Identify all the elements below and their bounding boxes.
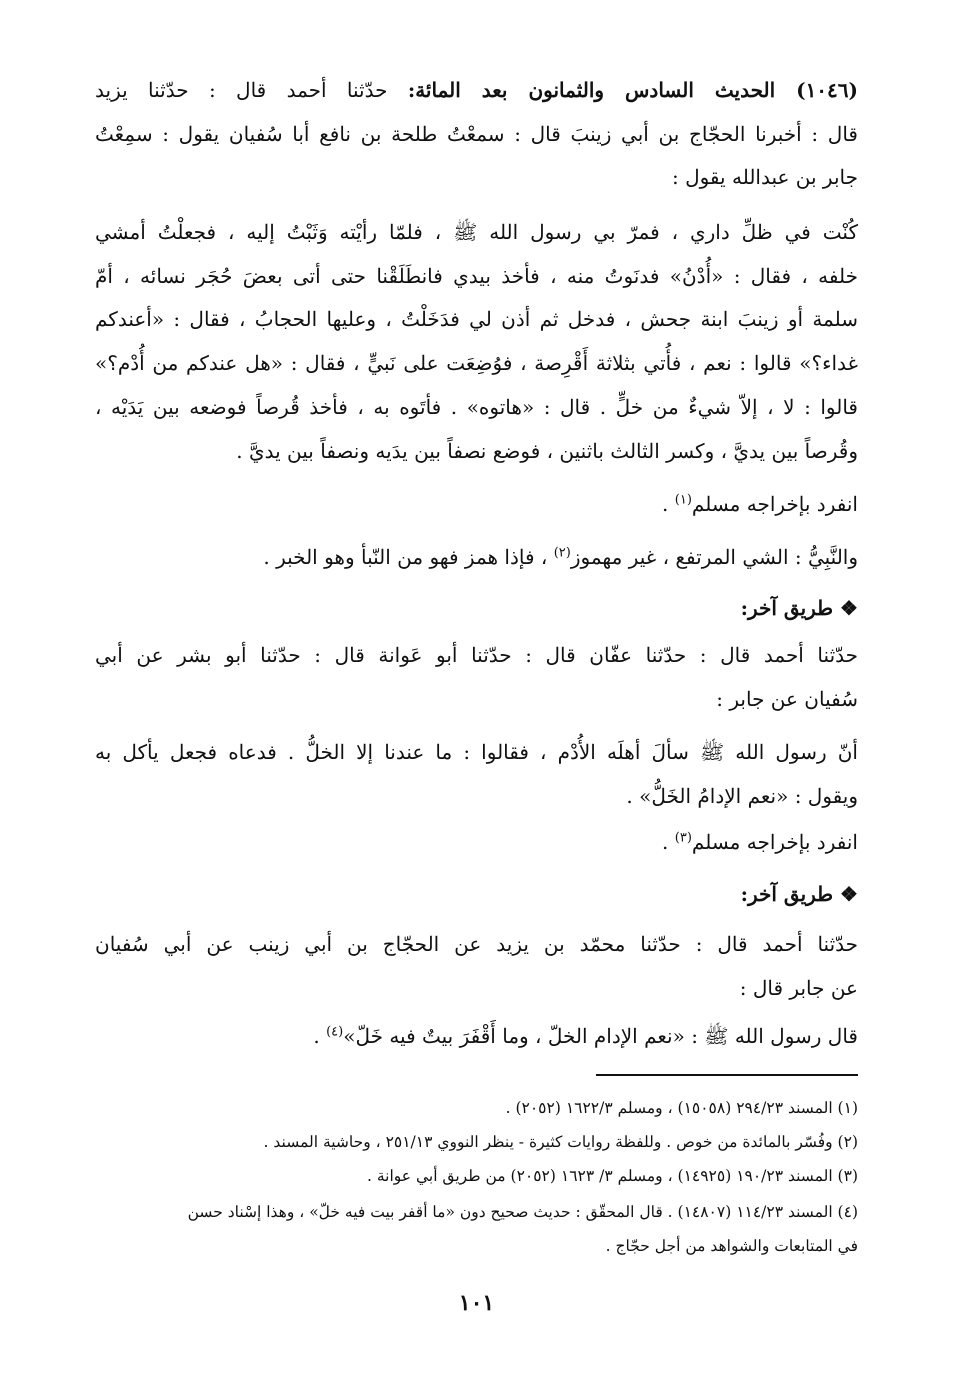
text-line: قال : أخبرنا الحجّاج بن أبي زينبَ قال : سمعْتُ طلحة بن نافع أبا سُفيان يقول : سمِعْتُ xyxy=(95,122,858,146)
footnote: (٤) المسند ١١٤/٢٣ (١٤٨٠٧) . قال المحقّق : حديث صحيح دون «ما أقفر بيت فيه خلّ» ، وهذا إسْناد حسن xyxy=(187,1203,858,1221)
text-line: ويقول : «نعم الإدامُ الخَلُّ» . xyxy=(626,784,858,808)
text-line: حدّثنا أحمد قال : حدّثنا محمّد بن يزيد عن الحجّاج بن أبي زينب عن أبي سُفيان xyxy=(95,932,858,956)
text-line: وقُرصاً بين يديَّ ، وكسر الثالث باثنين ، فوضع نصفاً بين يدَيه ونصفاً بين يديَّ . xyxy=(236,439,858,463)
text-line: عن جابر قال : xyxy=(739,976,858,1000)
hadith-text-line: قال رسول الله ﷺ : «نعم الإدام الخلّ ، وما أَقْفَرَ بيتٌ فيه خَلّ»$^{(٤)}$ . xyxy=(313,1024,858,1048)
hadith-heading-line xyxy=(95,76,858,104)
section-title: ❖ طريق آخر: xyxy=(740,882,858,906)
heading-chain: حدّثنا أحمد قال : حدّثنا يزيد xyxy=(95,78,408,102)
text-line: خلفه ، فقال : «أُدْنُ» فدنَوتُ منه ، فأخذ بيدي فانطَلَقْنا حتى أتى بعضَ حُجَر نسائه ، أمّ xyxy=(95,264,858,288)
footnote-ref: (٤) xyxy=(326,1024,344,1040)
text-line: غداء؟» قالوا : نعم ، فأُتي بثلاثة أَقْرِصة ، فوُضِعَت على نَبيٍّ ، فقال : «هل عندكم من أُدْم؟» xyxy=(95,351,858,375)
text-line: سُفيان عن جابر : xyxy=(716,687,858,711)
footnote-separator xyxy=(596,1074,858,1076)
text-line: سلمة أو زينبَ ابنة جحش ، فدخل ثم أذن لي فدَخَلْتُ ، وعليها الحجابُ ، فقال : «أعندكم xyxy=(95,307,858,331)
section-title: ❖ طريق آخر: xyxy=(740,596,858,620)
footnote: (١) المسند ٢٩٤/٢٣ (١٥٠٥٨) ، ومسلم ١٦٢٢/٣ (٢٠٥٢) . xyxy=(505,1099,858,1117)
takhrij-note: انفرد بإخراجه مسلم$^{(٣)}$ . xyxy=(662,830,858,854)
footnote: (٢) وفُسّر بالمائدة من خوص . وللفظة روايات كثيرة - ينظر النووي ٢٥١/١٣ ، وحاشية المسند . xyxy=(263,1133,858,1151)
text-line: أنّ رسول الله ﷺ سألَ أهلَه الأُدْم ، فقالوا : ما عندنا إلا الخلُّ . فدعاه فجعل يأكل به xyxy=(95,740,858,764)
footnote: في المتابعات والشواهد من أجل حجّاج . xyxy=(605,1237,858,1255)
takhrij-note: انفرد بإخراجه مسلم$^{(١)}$ . xyxy=(662,492,858,516)
footnote-ref: (٢) xyxy=(553,545,571,561)
text-line: كُنْت في ظلِّ داري ، فمرّ بي رسول الله ﷺ ، فلمّا رأيْته وَثَبْتُ إليه ، فجعلْتُ أمشي xyxy=(95,220,858,244)
text-line: حدّثنا أحمد قال : حدّثنا عفّان قال : حدّثنا أبو عَوانة قال : حدّثنا أبو بشر عن أبي xyxy=(95,643,858,667)
gloss-note: والنَّبِيُّ : الشي المرتفع ، غير مهموز$^{(٢)}$ ، فإذا همز فهو من النّبأ وهو الخبر . xyxy=(263,545,858,569)
hadith-heading: (١٠٤٦) الحديث السادس والثمانون بعد المائة: xyxy=(407,78,858,102)
text-line: جابر بن عبدالله يقول : xyxy=(671,165,858,189)
text-line: قالوا : لا ، إلاّ شيءٌ من خلٍّ . قال : «هاتوه» . فأتَوه به ، فأخذ قُرصاً فوضعه بين يَدَيْه ، xyxy=(95,395,858,419)
footnote-ref: (١) xyxy=(674,492,692,508)
footnote-ref: (٣) xyxy=(674,830,692,846)
footnote: (٣) المسند ١٩٠/٢٣ (١٤٩٢٥) ، ومسلم ٣/ ١٦٢٣ (٢٠٥٢) من طريق أبي عوانة . xyxy=(367,1167,858,1185)
page-number: ١٠١ xyxy=(458,1290,495,1316)
